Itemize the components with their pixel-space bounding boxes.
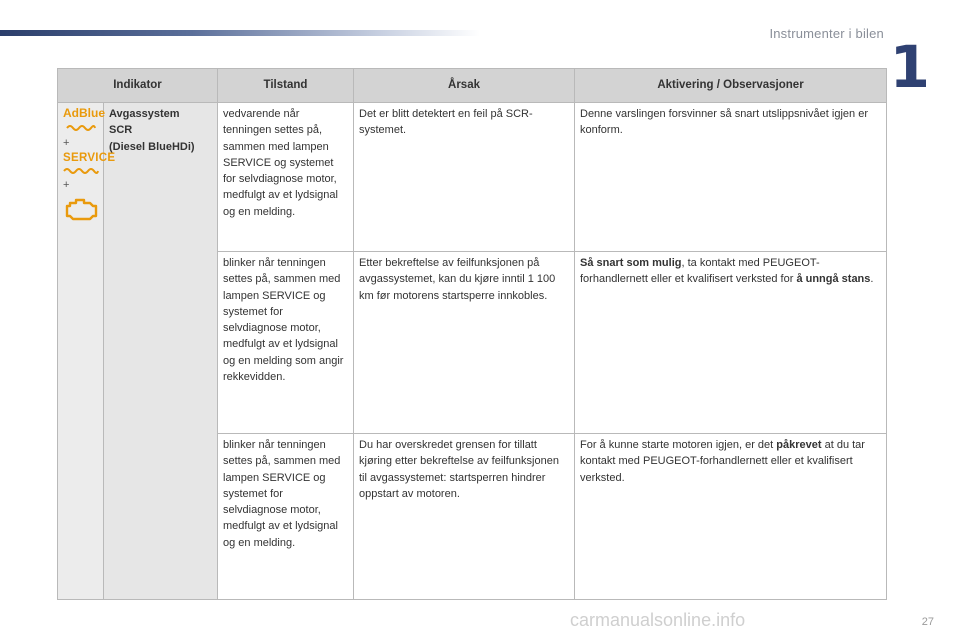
indicator-table — [57, 68, 887, 600]
indicator-name: Avgassystem — [109, 108, 180, 120]
page-number: 27 — [921, 616, 934, 628]
table-row — [58, 103, 887, 252]
service-icon: SERVICE — [63, 150, 98, 174]
col-header-aktivering: Aktivering / Observasjoner — [575, 69, 887, 103]
table-header-row — [58, 69, 887, 103]
header-bar — [0, 30, 480, 36]
arsak-cell: Det er blitt detektert en feil på SCR-systemet. — [354, 103, 575, 252]
engine-warning-icon — [63, 196, 98, 227]
observasjon-cell: For å kunne starte motoren igjen, er det påkrevet at du tar kontakt med PEUGEOT-forhandlernett eller et kvalifisert verksted. — [575, 434, 887, 600]
chapter-number: 1 — [889, 33, 930, 101]
col-header-arsak: Årsak — [354, 69, 575, 103]
indicator-name: (Diesel BlueHDi) — [109, 140, 195, 153]
arsak-cell: Du har overskredet grensen for tillatt kjøring etter bekreftelse av feilfunksjonen til avgassystemet: startsperren hindrer oppstart av motoren. — [354, 434, 575, 600]
tilstand-cell: blinker når tenningen settes på, sammen med lampen SERVICE og systemet for selvdiagnose motor, medfulgt av et lydsignal og en melding som angir rekkevidden. — [218, 252, 354, 434]
observasjon-cell: Denne varslingen forsvinner så snart utslippsnivået igjen er konform. — [575, 103, 887, 252]
col-header-indikator: Indikator — [58, 69, 218, 103]
indicator-name: SCR — [109, 124, 133, 137]
tilstand-cell: vedvarende når tenningen settes på, sammen med lampen SERVICE og systemet for selvdiagnose motor, medfulgt av et lydsignal og en melding. — [218, 103, 354, 252]
col-header-tilstand: Tilstand — [218, 69, 354, 103]
arsak-cell: Etter bekreftelse av feilfunksjonen på avgassystemet, kan du kjøre inntil 1 100 km før motorens startsperre innkobles. — [354, 252, 575, 434]
plus-sign: + — [63, 178, 70, 191]
watermark: carmanualsonline.info — [570, 610, 746, 630]
tilstand-cell: blinker når tenningen settes på, sammen med lampen SERVICE og systemet for selvdiagnose motor, medfulgt av et lydsignal og en melding. — [218, 434, 354, 600]
indicator-icons-cell — [58, 103, 116, 600]
adblue-icon: AdBlue — [63, 106, 98, 131]
indicator-name-cell — [104, 103, 218, 600]
plus-sign: + — [63, 137, 70, 150]
section-title: Instrumenter i bilen — [769, 26, 884, 41]
observasjon-cell: Så snart som mulig, ta kontakt med PEUGEOT-forhandlernett eller et kvalifisert verksted for å unngå stans. — [575, 252, 887, 434]
